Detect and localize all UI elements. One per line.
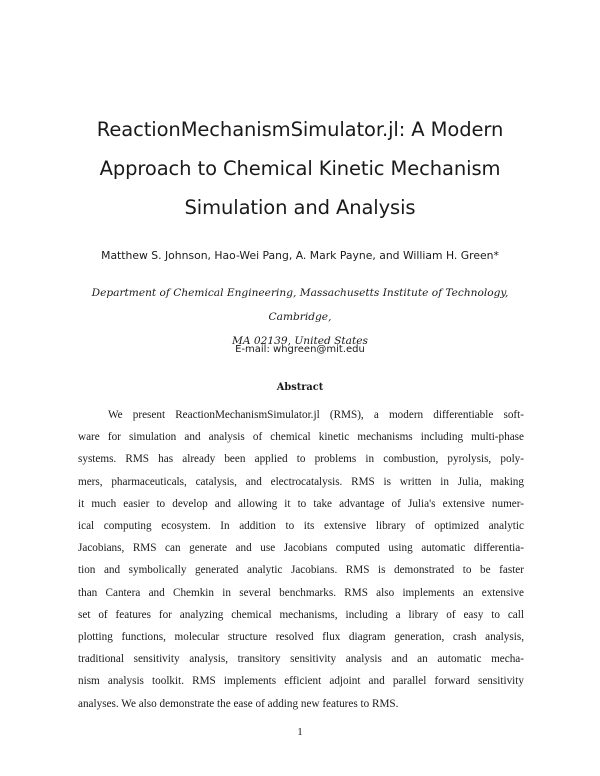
contact-email: E-mail: whgreen@mit.edu: [235, 344, 365, 355]
abstract-line: plotting functions, molecular structure resolved flux diagram generation, crash analysis,: [78, 631, 524, 644]
affiliation-line: MA 02139, United States: [232, 335, 368, 347]
abstract-line: systems. RMS has already been applied to problems in combustion, pyrolysis, poly-: [78, 453, 524, 466]
affiliation-line: Department of Chemical Engineering, Massachusetts Institute of Technology, Cambridge,: [91, 287, 509, 323]
abstract-line: tion and symbolically generated analytic Jacobians. RMS is demonstrated to be faster: [78, 564, 524, 577]
paper-title: [40, 110, 560, 227]
author-list: Matthew S. Johnson, Hao-Wei Pang, A. Mark Payne, and William H. Green*: [101, 249, 499, 262]
abstract-line: mers, pharmaceuticals, catalysis, and electrocatalysis. RMS is written in Julia, making: [78, 475, 524, 488]
abstract-line: set of features for analyzing chemical mechanisms, including a library of easy to call: [78, 608, 524, 621]
abstract-heading: Abstract: [276, 382, 324, 393]
abstract-line: ical computing ecosystem. In addition to its extensive library of optimized analytic: [78, 520, 524, 533]
abstract-line: Jacobians, RMS can generate and use Jacobians computed using automatic differentia-: [78, 542, 524, 555]
abstract-line: it much easier to develop and allowing it to take advantage of Julia's extensive numer-: [78, 497, 524, 510]
abstract-text: [78, 404, 524, 715]
title-line: Approach to Chemical Kinetic Mechanism: [99, 157, 501, 180]
abstract-line: nism analysis toolkit. RMS implements efficient adjoint and parallel forward sensitivity: [78, 675, 524, 688]
abstract-line: We present ReactionMechanismSimulator.jl (RMS), a modern differentiable soft-: [108, 409, 524, 421]
abstract-line: than Cantera and Chemkin in several benchmarks. RMS also implements an extensive: [78, 586, 524, 599]
page-number: 1: [297, 726, 303, 738]
title-line: ReactionMechanismSimulator.jl: A Modern: [96, 118, 504, 141]
abstract-line: traditional sensitivity analysis, transitory sensitivity analysis and an automatic mecha-: [78, 653, 524, 666]
abstract-line: analyses. We also demonstrate the ease of adding new features to RMS.: [78, 697, 399, 710]
abstract-line: ware for simulation and analysis of chemical kinetic mechanisms including multi-phase: [78, 431, 524, 444]
title-line: Simulation and Analysis: [184, 196, 416, 219]
